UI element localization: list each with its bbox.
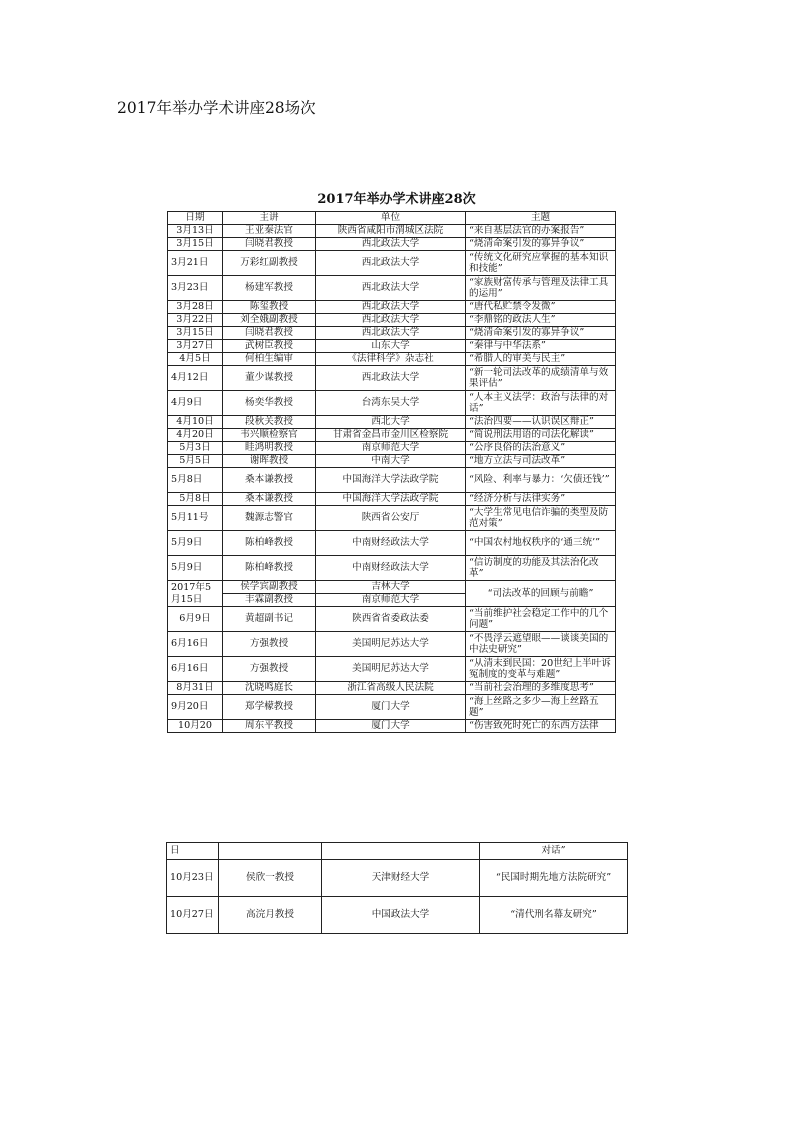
cell-topic: “公序良俗的法治意义” bbox=[466, 442, 616, 455]
table-row bbox=[167, 860, 628, 897]
cell-unit: 吉林大学 bbox=[316, 581, 466, 594]
cell-unit: 中南财经政法大学 bbox=[316, 556, 466, 581]
cell-speaker: 黄超副书记 bbox=[223, 607, 316, 632]
cell-unit: 美国明尼苏达大学 bbox=[316, 632, 466, 657]
cell-topic: 对话” bbox=[480, 843, 628, 860]
cell-speaker: 何柏生编审 bbox=[223, 353, 316, 366]
cell-date: 3月27日 bbox=[168, 340, 223, 353]
cell-speaker: 闫晓君教授 bbox=[223, 327, 316, 340]
cell-speaker: 魏源志警官 bbox=[223, 506, 316, 531]
cell-topic: “中国农村地权秩序的‘通三统’” bbox=[466, 531, 616, 556]
cell-date: 3月23日 bbox=[168, 276, 223, 301]
cell-date: 3月15日 bbox=[168, 327, 223, 340]
cell-topic: “新一轮司法改革的成绩清单与效果评估” bbox=[466, 366, 616, 391]
cell-date: 5月8日 bbox=[168, 468, 223, 493]
cell-speaker: 周东平教授 bbox=[223, 720, 316, 733]
cell-topic: “法治四要——认识误区辩正” bbox=[466, 416, 616, 429]
cell-unit: 天津财经大学 bbox=[322, 860, 480, 897]
cell-topic: “伤害致死时死亡的东西方法律 bbox=[466, 720, 616, 733]
cell-date: 6月16日 bbox=[168, 632, 223, 657]
cell-topic: “希腊人的审美与民主” bbox=[466, 353, 616, 366]
cell-speaker: 眭鸿明教授 bbox=[223, 442, 316, 455]
cell-topic: “简说刑法用语的司法化解读” bbox=[466, 429, 616, 442]
table-row bbox=[168, 657, 616, 682]
cell-topic: “当前社会治理的多维度思考” bbox=[466, 682, 616, 695]
table-row bbox=[168, 531, 616, 556]
cell-speaker: 韦兴顺检察官 bbox=[223, 429, 316, 442]
table-row bbox=[168, 455, 616, 468]
cell-speaker bbox=[219, 843, 322, 860]
cell-topic: “民国时期先地方法院研究” bbox=[480, 860, 628, 897]
cell-speaker: 谢晖教授 bbox=[223, 455, 316, 468]
cell-date: 10月20 bbox=[168, 720, 223, 733]
cell-date: 日 bbox=[167, 843, 219, 860]
cell-unit: 陕西省公安厅 bbox=[316, 506, 466, 531]
cell-unit: 西北政法大学 bbox=[316, 251, 466, 276]
table-row bbox=[168, 366, 616, 391]
cell-topic: “唐代私贮禁令发微” bbox=[466, 301, 616, 314]
cell-unit: 中南财经政法大学 bbox=[316, 531, 466, 556]
cell-speaker: 刘全娥副教授 bbox=[223, 314, 316, 327]
lecture-table-continued bbox=[166, 842, 628, 934]
cell-topic: “人本主义法学：政治与法律的对话” bbox=[466, 391, 616, 416]
cell-speaker: 段秋关教授 bbox=[223, 416, 316, 429]
cell-speaker: 武树臣教授 bbox=[223, 340, 316, 353]
cell-unit: 甘肃省金昌市金川区检察院 bbox=[316, 429, 466, 442]
cell-topic: “司法改革的回顾与前瞻” bbox=[466, 581, 616, 607]
cell-topic: “经济分析与法律实务” bbox=[466, 493, 616, 506]
table-row bbox=[168, 301, 616, 314]
table-row bbox=[168, 556, 616, 581]
table-row bbox=[168, 720, 616, 733]
table-row bbox=[168, 251, 616, 276]
table-row bbox=[168, 225, 616, 238]
cell-topic: “信访制度的功能及其法治化改革” bbox=[466, 556, 616, 581]
cell-date: 3月21日 bbox=[168, 251, 223, 276]
cell-unit: 中国海洋大学法政学院 bbox=[316, 493, 466, 506]
cell-unit: 山东大学 bbox=[316, 340, 466, 353]
cell-topic: “家族财富传承与管理及法律工具的运用” bbox=[466, 276, 616, 301]
table-header-row bbox=[168, 212, 616, 225]
page-heading: 2017年举办学术讲座28场次 bbox=[117, 99, 316, 117]
cell-unit: 中国政法大学 bbox=[322, 897, 480, 934]
cell-speaker: 高浣月教授 bbox=[219, 897, 322, 934]
cell-topic: “来自基层法官的办案报告” bbox=[466, 225, 616, 238]
cell-topic: “秦律与中华法系” bbox=[466, 340, 616, 353]
cell-speaker: 董少谋教授 bbox=[223, 366, 316, 391]
cell-topic: “海上丝路之多少—海上丝路五题” bbox=[466, 695, 616, 720]
cell-date: 8月31日 bbox=[168, 682, 223, 695]
cell-date: 2017年5月15日 bbox=[168, 581, 223, 607]
cell-unit: 西北政法大学 bbox=[316, 301, 466, 314]
cell-topic: “风险、利率与暴力：‘欠债还钱’” bbox=[466, 468, 616, 493]
cell-speaker: 杨建军教授 bbox=[223, 276, 316, 301]
cell-speaker: 王亚秦法官 bbox=[223, 225, 316, 238]
cell-date: 6月16日 bbox=[168, 657, 223, 682]
cell-speaker: 陈玺教授 bbox=[223, 301, 316, 314]
cell-date: 9月20日 bbox=[168, 695, 223, 720]
table-row bbox=[168, 695, 616, 720]
cell-speaker: 陈柏峰教授 bbox=[223, 531, 316, 556]
table-row bbox=[168, 327, 616, 340]
cell-speaker: 万彩红副教授 bbox=[223, 251, 316, 276]
lecture-table bbox=[167, 211, 616, 733]
cell-unit: 《法律科学》杂志社 bbox=[316, 353, 466, 366]
cell-date: 5月9日 bbox=[168, 531, 223, 556]
table-row bbox=[168, 314, 616, 327]
table-row bbox=[168, 506, 616, 531]
cell-date: 6月9日 bbox=[168, 607, 223, 632]
cell-topic: “不畏浮云遮望眼——谈谈美国的中法史研究” bbox=[466, 632, 616, 657]
table-row bbox=[168, 276, 616, 301]
table-row bbox=[168, 429, 616, 442]
cell-date: 5月3日 bbox=[168, 442, 223, 455]
cell-speaker: 侯学宾副教授 bbox=[223, 581, 316, 594]
cell-unit: 浙江省高级人民法院 bbox=[316, 682, 466, 695]
cell-unit: 西北政法大学 bbox=[316, 276, 466, 301]
table-row bbox=[168, 607, 616, 632]
cell-topic: “清代刑名幕友研究” bbox=[480, 897, 628, 934]
cell-unit: 台湾东吴大学 bbox=[316, 391, 466, 416]
cell-unit: 西北政法大学 bbox=[316, 327, 466, 340]
cell-unit: 中南大学 bbox=[316, 455, 466, 468]
cell-unit: 美国明尼苏达大学 bbox=[316, 657, 466, 682]
table-row bbox=[168, 468, 616, 493]
cell-unit: 南京师范大学 bbox=[316, 442, 466, 455]
cell-date: 3月28日 bbox=[168, 301, 223, 314]
cell-speaker: 沈晓鸣庭长 bbox=[223, 682, 316, 695]
cell-topic: “烧清命案引发的寡异争议” bbox=[466, 327, 616, 340]
cell-speaker: 方强教授 bbox=[223, 632, 316, 657]
cell-unit bbox=[322, 843, 480, 860]
header-topic: 主题 bbox=[466, 212, 616, 225]
cell-date: 4月9日 bbox=[168, 391, 223, 416]
table-row bbox=[168, 391, 616, 416]
cell-date: 4月20日 bbox=[168, 429, 223, 442]
cell-topic: “当前维护社会稳定工作中的几个问题” bbox=[466, 607, 616, 632]
table-row bbox=[168, 416, 616, 429]
cell-date: 3月15日 bbox=[168, 238, 223, 251]
cell-date: 3月22日 bbox=[168, 314, 223, 327]
cell-date: 3月13日 bbox=[168, 225, 223, 238]
cell-unit: 西北政法大学 bbox=[316, 366, 466, 391]
cell-unit: 南京师范大学 bbox=[316, 594, 466, 607]
cell-speaker: 陈柏峰教授 bbox=[223, 556, 316, 581]
cell-speaker: 丰霖副教授 bbox=[223, 594, 316, 607]
table-row bbox=[168, 442, 616, 455]
table-row bbox=[168, 493, 616, 506]
cell-date: 5月9日 bbox=[168, 556, 223, 581]
header-speaker: 主讲 bbox=[223, 212, 316, 225]
cell-unit: 西北大学 bbox=[316, 416, 466, 429]
cell-date: 4月5日 bbox=[168, 353, 223, 366]
cell-date: 4月10日 bbox=[168, 416, 223, 429]
header-unit: 单位 bbox=[316, 212, 466, 225]
cell-date: 5月11号 bbox=[168, 506, 223, 531]
table-row bbox=[167, 843, 628, 860]
cell-unit: 厦门大学 bbox=[316, 695, 466, 720]
cell-date: 10月23日 bbox=[167, 860, 219, 897]
table-row bbox=[167, 897, 628, 934]
table-row bbox=[168, 632, 616, 657]
cell-unit: 陕西省省委政法委 bbox=[316, 607, 466, 632]
cell-date: 5月5日 bbox=[168, 455, 223, 468]
cell-unit: 中国海洋大学法政学院 bbox=[316, 468, 466, 493]
cell-speaker: 桑本谦教授 bbox=[223, 468, 316, 493]
cell-topic: “烧清命案引发的寡异争议” bbox=[466, 238, 616, 251]
cell-speaker: 杨奕华教授 bbox=[223, 391, 316, 416]
cell-topic: “李鼎铭的政法人生” bbox=[466, 314, 616, 327]
header-date: 日期 bbox=[168, 212, 223, 225]
cell-topic: “大学生常见电信诈骗的类型及防范对策” bbox=[466, 506, 616, 531]
cell-date: 5月8日 bbox=[168, 493, 223, 506]
cell-speaker: 闫晓君教授 bbox=[223, 238, 316, 251]
table-row bbox=[168, 581, 616, 594]
cell-topic: “传统文化研究应掌握的基本知识和技能” bbox=[466, 251, 616, 276]
cell-unit: 西北政法大学 bbox=[316, 238, 466, 251]
table-title: 2017年举办学术讲座28次 bbox=[317, 192, 476, 207]
cell-speaker: 方强教授 bbox=[223, 657, 316, 682]
cell-topic: “地方立法与司法改革” bbox=[466, 455, 616, 468]
cell-topic: “从清末到民国：20世纪上半叶诉冤制度的变革与难题” bbox=[466, 657, 616, 682]
table-row bbox=[168, 682, 616, 695]
cell-unit: 厦门大学 bbox=[316, 720, 466, 733]
table-row bbox=[168, 238, 616, 251]
cell-date: 10月27日 bbox=[167, 897, 219, 934]
table-row bbox=[168, 353, 616, 366]
cell-speaker: 郑学檬教授 bbox=[223, 695, 316, 720]
cell-unit: 陕西省咸阳市渭城区法院 bbox=[316, 225, 466, 238]
table-row bbox=[168, 340, 616, 353]
cell-speaker: 侯欣一教授 bbox=[219, 860, 322, 897]
cell-speaker: 桑本谦教授 bbox=[223, 493, 316, 506]
cell-date: 4月12日 bbox=[168, 366, 223, 391]
cell-unit: 西北政法大学 bbox=[316, 314, 466, 327]
